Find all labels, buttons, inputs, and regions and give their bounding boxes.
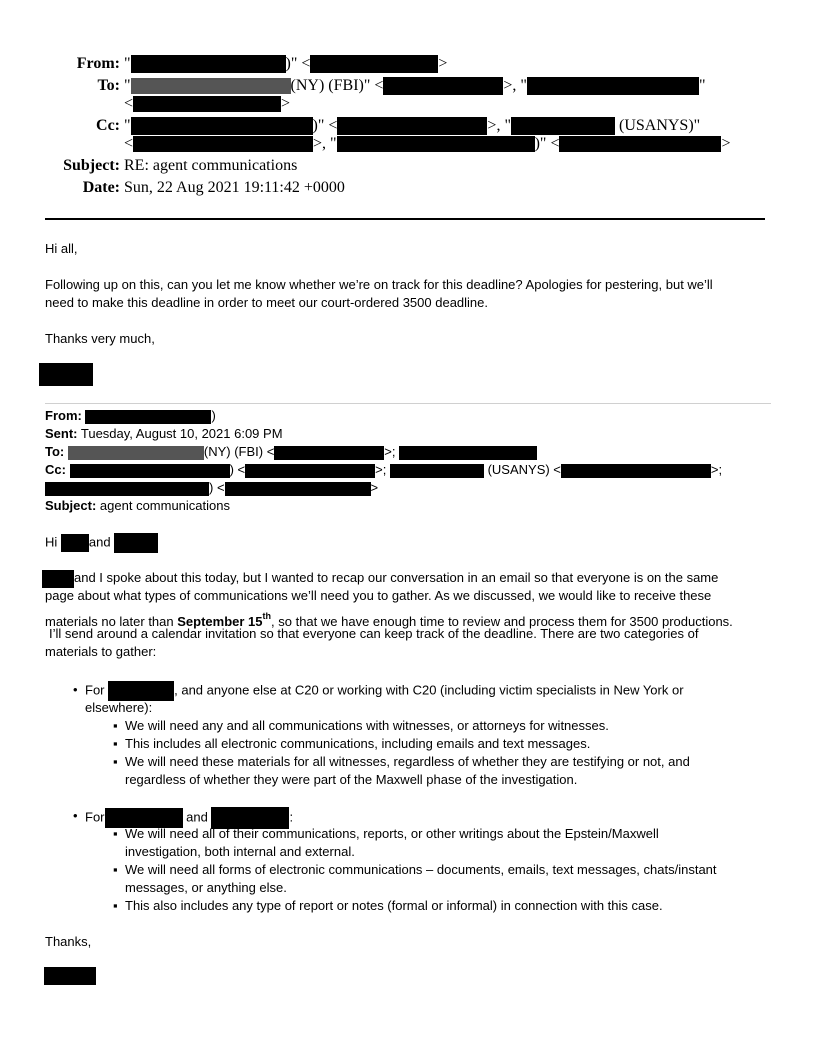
sub-item-text: regardless of whether they were part of the Maxwell phase of the investigation. (125, 772, 578, 787)
date-value: Sun, 22 Aug 2021 19:11:42 +0000 (124, 179, 345, 196)
header-from-row (0, 54, 816, 74)
reply-greeting: Hi all, (45, 241, 78, 256)
redaction (383, 77, 503, 95)
orig-from-label: From: (45, 408, 82, 423)
redaction (131, 55, 286, 73)
bullet-1-text: , and anyone else at C20 or working with C20 (including victim specialists in New York or (174, 682, 684, 698)
to-mid: (NY) (FBI)" < (290, 77, 384, 94)
bullet-1-prefix: For (85, 682, 105, 698)
orig-body-1 (42, 569, 718, 588)
redaction (225, 482, 371, 496)
subject-value: RE: agent communications (124, 157, 298, 174)
cc-label: Cc: (96, 117, 120, 134)
sub-item-text: This also includes any type of report or notes (formal or informal) in connection with this case. (125, 898, 663, 913)
orig-cc-label: Cc: (45, 462, 66, 477)
header-date-row (0, 178, 816, 198)
cc-usanys: (USANYS)" (618, 117, 701, 134)
reply-line-2: need to make this deadline in order to meet our court-ordered 3500 deadline. (45, 295, 489, 310)
orig-body-4: I’ll send around a calendar invitation so that everyone can keep track of the deadline. There are two categories of (49, 626, 699, 641)
signature-redaction (44, 967, 96, 985)
redaction (114, 533, 158, 553)
redaction (561, 464, 711, 478)
header-to-row-2: < > (124, 95, 291, 112)
redaction (245, 464, 375, 478)
orig-sent-label: Sent: (45, 426, 78, 441)
from-value: " )" < > (124, 55, 448, 72)
redaction (337, 136, 535, 152)
bullet-1-text-2: elsewhere): (85, 700, 153, 715)
redaction (133, 96, 281, 112)
orig-body-1-text: and I spoke about this today, but I wanted to recap our conversation in an email so that everyone is on the same (74, 570, 719, 585)
header-subject-row (0, 156, 816, 176)
redaction (85, 410, 211, 424)
deadline-suffix: th (262, 611, 272, 621)
reply-thanks: Thanks very much, (45, 331, 155, 346)
redaction (45, 482, 209, 496)
orig-subject-label: Subject: (45, 498, 97, 513)
sub-item-text: messages, or anything else. (125, 880, 287, 895)
orig-body-5: materials to gather: (45, 644, 157, 659)
header-cc-row-2: < >, " )" < > (124, 135, 731, 152)
redaction (559, 136, 721, 152)
bullet-2-prefix: For (85, 809, 105, 825)
bullet-2-colon: : (289, 809, 294, 825)
orig-cc-row: Cc: ) < >; (USANYS) < >; (45, 462, 723, 477)
orig-subject-value: agent communications (99, 498, 230, 513)
header-to-row (0, 76, 816, 96)
orig-cc-usanys: (USANYS) < (487, 462, 561, 477)
orig-thanks: Thanks, (45, 934, 92, 949)
redaction (61, 534, 89, 552)
orig-subject-row (45, 497, 230, 515)
sub-item-text: We will need all of their communications, reports, or other writings about the Epstein/Maxwell (125, 826, 659, 841)
bullet-dot: • (73, 808, 78, 823)
orig-sent-value: Tuesday, August 10, 2021 6:09 PM (80, 426, 283, 441)
sub-item-text: This includes all electronic communications, including emails and text messages. (125, 736, 591, 751)
orig-body-2: page about what types of communications we’ll need you to gather. As we discussed, we would like to receive these (45, 588, 712, 603)
header-cc-row (0, 116, 816, 136)
sub-item-text: We will need these materials for all witnesses, regardless of whether they are testifying or not, and (125, 754, 690, 769)
reply-line-1: Following up on this, can you let me know whether we’re on track for this deadline? Apologies for pestering, but we’ll (45, 277, 713, 292)
redaction (42, 570, 74, 588)
deadline-date: September 15 (177, 614, 263, 629)
quote-divider (45, 403, 771, 404)
bullet-dot: • (73, 682, 78, 697)
orig-body-3d: , so that we have enough time to review and process them for 3500 productions. (271, 614, 733, 629)
orig-hi: Hi (45, 534, 58, 550)
redaction (68, 446, 204, 460)
orig-to-row: To: (NY) (FBI) < >; (45, 443, 537, 461)
orig-sent-row (45, 425, 283, 443)
header-divider (45, 218, 765, 220)
subject-label: Subject: (63, 157, 120, 174)
redaction (527, 77, 699, 95)
redaction (390, 464, 484, 478)
redaction (310, 55, 438, 73)
signature-redaction (39, 363, 93, 386)
redaction (399, 446, 537, 460)
redaction (133, 136, 313, 152)
sub-item-text: We will need any and all communications with witnesses, or attorneys for witnesses. (125, 718, 609, 733)
sub-item-text: investigation, both internal and external. (125, 844, 355, 859)
orig-and: and (88, 534, 111, 550)
orig-body-3a: materials no later than (45, 614, 174, 629)
redaction (131, 117, 313, 135)
to-value: " (NY) (FBI)" < >, " " (124, 77, 706, 94)
bullet-2-and: and (186, 809, 208, 825)
orig-cc-row-2: ) < > (45, 479, 378, 497)
redaction (337, 117, 487, 135)
orig-to-mid: (NY) (FBI) < (203, 444, 275, 459)
redaction (274, 446, 384, 460)
orig-hi-line (45, 533, 158, 553)
sub-item-text: We will need all forms of electronic communications – documents, emails, text messages, chats/instant (125, 862, 717, 877)
redaction (108, 681, 174, 701)
from-label: From: (76, 55, 120, 72)
date-label: Date: (82, 179, 120, 196)
to-label: To: (97, 77, 120, 94)
orig-to-label: To: (45, 444, 65, 459)
redaction (131, 78, 291, 94)
cc-value: " )" < >, " (USANYS)" (124, 117, 701, 134)
redaction (70, 464, 230, 478)
orig-from-row: From: ) (45, 408, 216, 423)
to-quote: " (124, 77, 131, 94)
redaction (511, 117, 615, 135)
